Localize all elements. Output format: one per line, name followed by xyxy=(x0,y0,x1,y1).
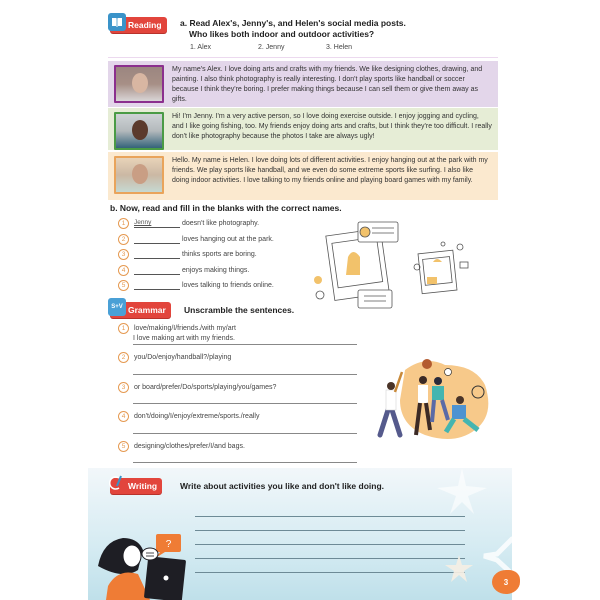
post-jenny-text: Hi! I'm Jenny. I'm a very active person, so I love doing exercise outside. I enjoy jogging and cycling, and I like going fishing, too. My friends enjoy doing arts and crafts, but I think they're too difficult. I really don't like photography because the photos I take are always ugly! xyxy=(172,113,492,140)
fill-text: thinks sports are boring. xyxy=(182,251,257,259)
fill-text: loves hanging out at the park. xyxy=(182,235,274,243)
number-circle: 2 xyxy=(118,234,129,245)
fill-list xyxy=(118,216,274,294)
workbook-page xyxy=(88,0,512,600)
fill-item xyxy=(118,216,274,232)
post-alex-text: My name's Alex. I love doing arts and crafts with my friends. We like designing clothes, drawing, and painting. I also think photography is really interesting. I don't play sports like handball or soccer because I think they're boring. I prefer making things because I can sell them or give them away as gifts. xyxy=(172,66,483,103)
question-bubble: ? xyxy=(165,539,172,550)
answer-line[interactable] xyxy=(133,462,357,463)
number-circle: 4 xyxy=(118,411,129,422)
alex-photo xyxy=(114,65,164,103)
blank-input[interactable] xyxy=(134,266,180,275)
social-media-illustration xyxy=(310,212,480,312)
number-circle: 4 xyxy=(118,265,129,276)
grammar-prompt: or board/prefer/Do/sports/playing/you/games? xyxy=(134,383,277,391)
answer-line[interactable] xyxy=(133,433,357,434)
fill-text: doesn't like photography. xyxy=(182,220,260,228)
reading-options xyxy=(190,44,394,51)
writing-badge-label: Writing xyxy=(128,481,158,491)
grammar-heading: Unscramble the sentences. xyxy=(184,305,295,315)
book-icon xyxy=(108,13,126,31)
post-jenny xyxy=(108,108,498,150)
number-circle: 2 xyxy=(118,352,129,363)
option-helen[interactable]: 3. Helen xyxy=(326,44,353,51)
number-circle: 1 xyxy=(118,218,129,229)
divider xyxy=(108,57,498,58)
sports-illustration xyxy=(370,350,500,465)
grammar-item xyxy=(118,411,358,441)
writing-heading: Write about activities you like and don't like doing. xyxy=(180,481,385,491)
grammar-prompt: don't/doing/I/enjoy/extreme/sports./really xyxy=(134,413,260,420)
starfish-icon xyxy=(432,466,492,516)
grammar-item xyxy=(118,352,358,382)
grammar-icon: S+V xyxy=(108,298,126,316)
blank-input[interactable] xyxy=(134,235,180,244)
reading-badge-label: Reading xyxy=(128,20,162,30)
writing-line[interactable] xyxy=(195,559,465,573)
pencil-icon xyxy=(108,474,126,492)
jenny-photo xyxy=(114,112,164,150)
writing-line[interactable] xyxy=(195,517,465,531)
grammar-list xyxy=(118,322,358,470)
answer-line[interactable] xyxy=(133,344,357,345)
reading-question-line1: a. Read Alex's, Jenny's, and Helen's social media posts. xyxy=(180,18,406,28)
reading-question-line2: Who likes both indoor and outdoor activities? xyxy=(189,29,375,39)
writing-line[interactable] xyxy=(195,545,465,559)
grammar-item xyxy=(118,322,358,352)
starfish-icon xyxy=(482,534,512,574)
fill-item xyxy=(118,278,274,294)
reading-question xyxy=(180,18,406,40)
answer-line[interactable] xyxy=(133,403,357,404)
grammar-prompt: designing/clothes/prefer/I/and bags. xyxy=(134,442,245,450)
grammar-prompt: you/Do/enjoy/handball?/playing xyxy=(134,354,232,361)
grammar-badge xyxy=(110,302,171,318)
reading-badge xyxy=(110,17,167,33)
grammar-item xyxy=(118,440,358,470)
option-alex[interactable]: 1. Alex xyxy=(190,44,212,51)
page-number: 3 xyxy=(492,570,520,594)
writing-line[interactable] xyxy=(195,503,465,517)
fill-text: loves talking to friends online. xyxy=(182,282,274,290)
writing-section xyxy=(88,468,512,600)
answer-line-text[interactable]: I love making art with my friends. xyxy=(133,335,235,342)
number-circle: 1 xyxy=(118,323,129,334)
fill-text: enjoys making things. xyxy=(182,266,250,274)
writing-badge xyxy=(110,478,162,494)
number-circle: 3 xyxy=(118,382,129,393)
writing-lines[interactable] xyxy=(195,503,465,573)
helen-photo xyxy=(114,156,164,194)
girl-laptop-illustration xyxy=(88,526,193,600)
answer-line[interactable] xyxy=(133,374,357,375)
option-jenny[interactable]: 2. Jenny xyxy=(258,44,285,51)
fill-item xyxy=(118,232,274,248)
post-alex xyxy=(108,61,498,107)
fill-item xyxy=(118,263,274,279)
blank-input[interactable] xyxy=(134,281,180,290)
fill-heading: b. Now, read and fill in the blanks with the correct names. xyxy=(110,203,342,213)
starfish-icon xyxy=(444,554,474,584)
writing-line[interactable] xyxy=(195,531,465,545)
number-circle: 5 xyxy=(118,441,129,452)
number-circle: 3 xyxy=(118,249,129,260)
number-circle: 5 xyxy=(118,280,129,291)
grammar-prompt: love/making/I/friends./with my/art xyxy=(134,324,236,332)
post-helen-text: Hello. My name is Helen. I love doing lots of different activities. I enjoy hanging out at the park with my friends. We play sports like handball, and we even do some extreme sports like surfing. I also like doing indoor activities. I love talking to my friends online and playing board games with my family. xyxy=(172,157,488,184)
grammar-item xyxy=(118,381,358,411)
blank-input[interactable]: Jenny xyxy=(134,219,180,228)
grammar-badge-label: Grammar xyxy=(128,305,166,315)
fill-item xyxy=(118,247,274,263)
post-helen xyxy=(108,152,498,200)
blank-input[interactable] xyxy=(134,250,180,259)
